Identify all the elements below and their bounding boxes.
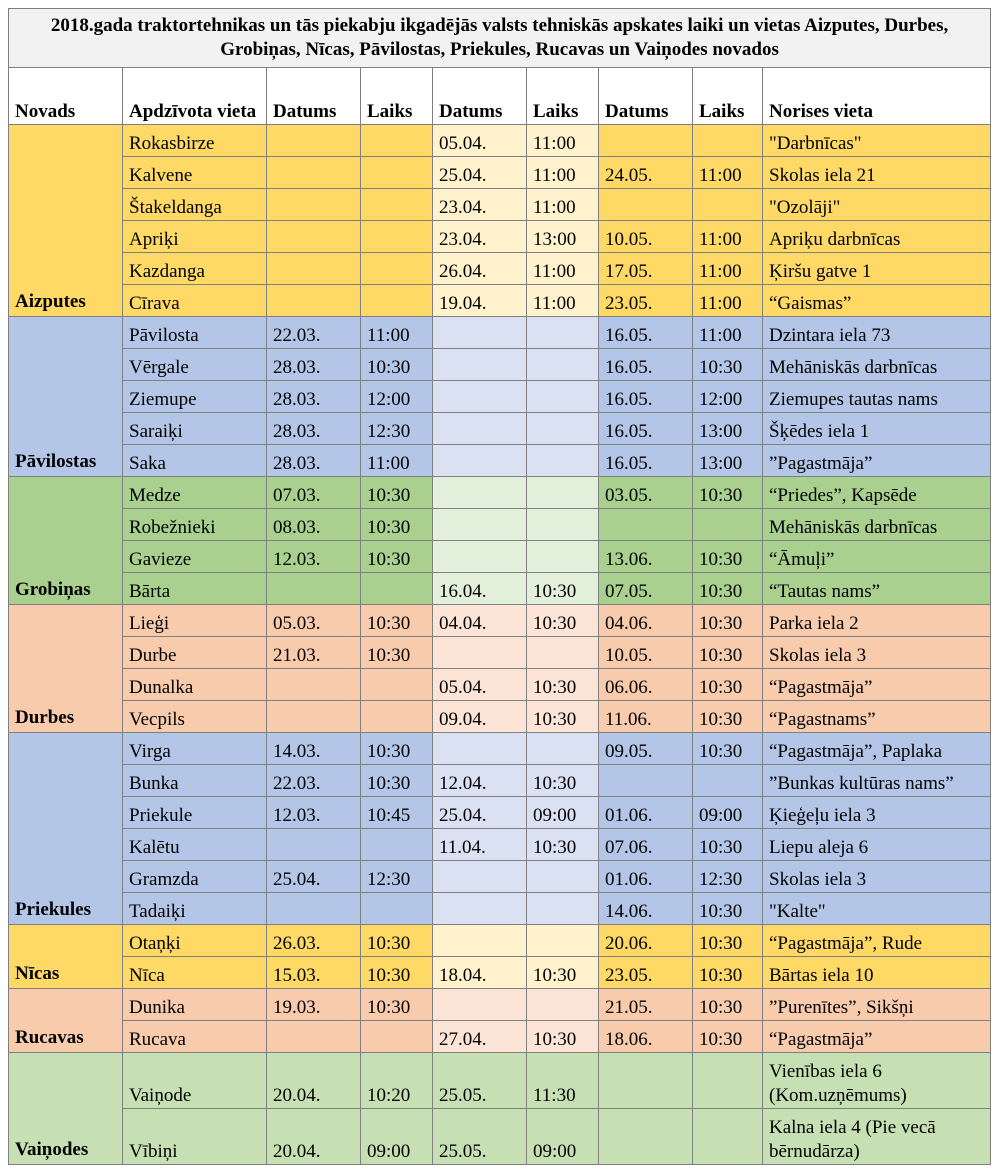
datums-2-cell — [433, 989, 527, 1021]
laiks-1-cell: 12:30 — [361, 413, 433, 445]
place-cell: Kalvene — [123, 157, 267, 189]
datums-2-cell: 25.05. — [433, 1109, 527, 1165]
datums-1-cell: 22.03. — [267, 765, 361, 797]
norises-vieta-cell: "Darbnīcas" — [763, 125, 991, 157]
place-cell: Vībiņi — [123, 1109, 267, 1165]
norises-vieta-cell: Šķēdes iela 1 — [763, 413, 991, 445]
header-row — [9, 68, 991, 125]
datums-1-cell — [267, 829, 361, 861]
laiks-1-cell — [361, 701, 433, 733]
laiks-2-cell: 10:30 — [527, 701, 599, 733]
datums-2-cell — [433, 733, 527, 765]
norises-vieta-cell: Mehāniskās darbnīcas — [763, 509, 991, 541]
laiks-3-cell: 11:00 — [693, 285, 763, 317]
norises-vieta-cell: "Ozolāji" — [763, 189, 991, 221]
datums-3-cell: 07.05. — [599, 573, 693, 605]
laiks-3-cell: 10:30 — [693, 477, 763, 509]
table-row — [9, 221, 991, 253]
datums-1-cell — [267, 157, 361, 189]
laiks-1-cell: 11:00 — [361, 445, 433, 477]
laiks-2-cell: 11:30 — [527, 1053, 599, 1109]
laiks-2-cell — [527, 893, 599, 925]
norises-vieta-cell: “Gaismas” — [763, 285, 991, 317]
datums-2-cell: 19.04. — [433, 285, 527, 317]
table-row — [9, 989, 991, 1021]
laiks-2-cell: 13:00 — [527, 221, 599, 253]
laiks-1-cell: 10:30 — [361, 509, 433, 541]
datums-2-cell — [433, 445, 527, 477]
laiks-3-cell: 11:00 — [693, 253, 763, 285]
laiks-2-cell — [527, 733, 599, 765]
norises-vieta-cell: Skolas iela 21 — [763, 157, 991, 189]
place-cell: Lieģi — [123, 605, 267, 637]
datums-2-cell: 23.04. — [433, 221, 527, 253]
place-cell: Priekule — [123, 797, 267, 829]
laiks-3-cell: 13:00 — [693, 445, 763, 477]
datums-2-cell — [433, 541, 527, 573]
place-cell: Tadaiķi — [123, 893, 267, 925]
datums-3-cell: 09.05. — [599, 733, 693, 765]
datums-2-cell: 23.04. — [433, 189, 527, 221]
norises-vieta-cell: Skolas iela 3 — [763, 861, 991, 893]
laiks-1-cell — [361, 189, 433, 221]
norises-vieta-cell: Mehāniskās darbnīcas — [763, 349, 991, 381]
laiks-3-cell: 10:30 — [693, 1021, 763, 1053]
datums-3-cell: 10.05. — [599, 637, 693, 669]
table-row — [9, 893, 991, 925]
table-row — [9, 925, 991, 957]
datums-1-cell — [267, 285, 361, 317]
datums-1-cell: 15.03. — [267, 957, 361, 989]
laiks-3-cell — [693, 1053, 763, 1109]
datums-3-cell: 01.06. — [599, 861, 693, 893]
laiks-2-cell: 10:30 — [527, 573, 599, 605]
laiks-1-cell: 10:30 — [361, 957, 433, 989]
place-cell: Vecpils — [123, 701, 267, 733]
table-row — [9, 861, 991, 893]
datums-2-cell — [433, 413, 527, 445]
laiks-2-cell — [527, 317, 599, 349]
laiks-1-cell — [361, 253, 433, 285]
norises-vieta-cell: “Pagastmāja”, Paplaka — [763, 733, 991, 765]
datums-1-cell: 08.03. — [267, 509, 361, 541]
datums-2-cell: 05.04. — [433, 669, 527, 701]
datums-2-cell: 27.04. — [433, 1021, 527, 1053]
novads-cell: Grobiņas — [9, 477, 123, 605]
laiks-3-cell: 10:30 — [693, 573, 763, 605]
table-title: 2018.gada traktortehnikas un tās piekabju ikgadējās valsts tehniskās apskates laiki un vietas Aizputes, Durbes, Grobiņas, Nīcas, Pāvilostas, Priekules, Rucavas un Vaiņodes novados — [9, 9, 991, 68]
norises-vieta-cell: Apriķu darbnīcas — [763, 221, 991, 253]
laiks-1-cell — [361, 573, 433, 605]
datums-1-cell — [267, 893, 361, 925]
header-norises-vieta: Norises vieta — [763, 68, 991, 125]
datums-3-cell: 17.05. — [599, 253, 693, 285]
laiks-1-cell — [361, 221, 433, 253]
laiks-2-cell: 10:30 — [527, 957, 599, 989]
table-row — [9, 125, 991, 157]
datums-3-cell: 06.06. — [599, 669, 693, 701]
datums-1-cell: 28.03. — [267, 413, 361, 445]
laiks-3-cell — [693, 509, 763, 541]
laiks-2-cell — [527, 989, 599, 1021]
datums-3-cell: 11.06. — [599, 701, 693, 733]
datums-3-cell: 13.06. — [599, 541, 693, 573]
table-row — [9, 701, 991, 733]
datums-2-cell: 16.04. — [433, 573, 527, 605]
datums-3-cell: 04.06. — [599, 605, 693, 637]
datums-1-cell — [267, 1021, 361, 1053]
datums-2-cell — [433, 477, 527, 509]
table-row — [9, 669, 991, 701]
datums-2-cell: 09.04. — [433, 701, 527, 733]
laiks-3-cell: 11:00 — [693, 157, 763, 189]
laiks-2-cell: 11:00 — [527, 253, 599, 285]
datums-3-cell: 16.05. — [599, 413, 693, 445]
norises-vieta-cell: “Pagastmāja” — [763, 1021, 991, 1053]
header-laiks-2: Laiks — [527, 68, 599, 125]
table-row — [9, 733, 991, 765]
datums-3-cell — [599, 765, 693, 797]
laiks-3-cell: 10:30 — [693, 637, 763, 669]
place-cell: Saraiķi — [123, 413, 267, 445]
laiks-3-cell: 10:30 — [693, 349, 763, 381]
header-laiks-3: Laiks — [693, 68, 763, 125]
datums-1-cell: 22.03. — [267, 317, 361, 349]
novads-cell: Rucavas — [9, 989, 123, 1053]
novads-cell: Nīcas — [9, 925, 123, 989]
table-row — [9, 445, 991, 477]
laiks-3-cell — [693, 1109, 763, 1165]
laiks-1-cell: 10:30 — [361, 925, 433, 957]
laiks-1-cell: 09:00 — [361, 1109, 433, 1165]
laiks-1-cell — [361, 157, 433, 189]
laiks-3-cell: 13:00 — [693, 413, 763, 445]
laiks-3-cell: 11:00 — [693, 221, 763, 253]
place-cell: Durbe — [123, 637, 267, 669]
laiks-1-cell — [361, 1021, 433, 1053]
datums-3-cell: 18.06. — [599, 1021, 693, 1053]
laiks-2-cell — [527, 509, 599, 541]
datums-1-cell: 19.03. — [267, 989, 361, 1021]
place-cell: Štakeldanga — [123, 189, 267, 221]
laiks-3-cell: 10:30 — [693, 829, 763, 861]
laiks-2-cell — [527, 349, 599, 381]
table-row — [9, 1053, 991, 1109]
laiks-2-cell — [527, 861, 599, 893]
laiks-1-cell: 10:30 — [361, 605, 433, 637]
laiks-3-cell: 12:00 — [693, 381, 763, 413]
laiks-3-cell: 10:30 — [693, 733, 763, 765]
datums-2-cell: 05.04. — [433, 125, 527, 157]
datums-1-cell — [267, 701, 361, 733]
table-row — [9, 317, 991, 349]
table-row — [9, 1021, 991, 1053]
laiks-1-cell: 10:30 — [361, 349, 433, 381]
norises-vieta-cell: Vienības iela 6 (Kom.uzņēmums) — [763, 1053, 991, 1109]
norises-vieta-cell: “Priedes”, Kapsēde — [763, 477, 991, 509]
laiks-2-cell — [527, 925, 599, 957]
laiks-2-cell — [527, 413, 599, 445]
datums-2-cell: 18.04. — [433, 957, 527, 989]
datums-3-cell — [599, 509, 693, 541]
norises-vieta-cell: “Pagastmāja” — [763, 669, 991, 701]
laiks-1-cell: 10:30 — [361, 541, 433, 573]
laiks-2-cell — [527, 477, 599, 509]
table-row — [9, 765, 991, 797]
norises-vieta-cell: “Tautas nams” — [763, 573, 991, 605]
norises-vieta-cell: Kalna iela 4 (Pie vecā bērnudārza) — [763, 1109, 991, 1165]
laiks-2-cell — [527, 637, 599, 669]
place-cell: Kazdanga — [123, 253, 267, 285]
place-cell: Bunka — [123, 765, 267, 797]
place-cell: Gramzda — [123, 861, 267, 893]
datums-2-cell: 25.04. — [433, 797, 527, 829]
datums-1-cell — [267, 189, 361, 221]
laiks-1-cell: 10:20 — [361, 1053, 433, 1109]
norises-vieta-cell: Ķieģeļu iela 3 — [763, 797, 991, 829]
table-row — [9, 381, 991, 413]
datums-1-cell — [267, 253, 361, 285]
datums-2-cell — [433, 509, 527, 541]
laiks-2-cell: 11:00 — [527, 189, 599, 221]
place-cell: Cīrava — [123, 285, 267, 317]
laiks-3-cell: 10:30 — [693, 701, 763, 733]
datums-1-cell: 28.03. — [267, 381, 361, 413]
norises-vieta-cell: Liepu aleja 6 — [763, 829, 991, 861]
place-cell: Robežnieki — [123, 509, 267, 541]
header-novads: Novads — [9, 68, 123, 125]
place-cell: Rucava — [123, 1021, 267, 1053]
laiks-1-cell: 12:00 — [361, 381, 433, 413]
datums-2-cell — [433, 861, 527, 893]
laiks-3-cell — [693, 189, 763, 221]
laiks-2-cell: 11:00 — [527, 157, 599, 189]
norises-vieta-cell: "Kalte" — [763, 893, 991, 925]
datums-1-cell: 28.03. — [267, 445, 361, 477]
table-row — [9, 829, 991, 861]
datums-1-cell: 07.03. — [267, 477, 361, 509]
novads-cell: Pāvilostas — [9, 317, 123, 477]
laiks-3-cell: 09:00 — [693, 797, 763, 829]
datums-2-cell — [433, 893, 527, 925]
datums-3-cell: 16.05. — [599, 349, 693, 381]
place-cell: Kalētu — [123, 829, 267, 861]
laiks-2-cell: 09:00 — [527, 797, 599, 829]
laiks-2-cell: 10:30 — [527, 829, 599, 861]
norises-vieta-cell: ”Purenītes”, Sikšņi — [763, 989, 991, 1021]
norises-vieta-cell: ”Bunkas kultūras nams” — [763, 765, 991, 797]
datums-3-cell — [599, 189, 693, 221]
datums-3-cell: 23.05. — [599, 957, 693, 989]
datums-3-cell: 16.05. — [599, 317, 693, 349]
norises-vieta-cell: Ķiršu gatve 1 — [763, 253, 991, 285]
laiks-3-cell: 10:30 — [693, 989, 763, 1021]
datums-2-cell: 26.04. — [433, 253, 527, 285]
datums-3-cell: 14.06. — [599, 893, 693, 925]
novads-cell: Aizputes — [9, 125, 123, 317]
datums-1-cell — [267, 221, 361, 253]
datums-1-cell — [267, 669, 361, 701]
table-row — [9, 189, 991, 221]
datums-2-cell: 25.05. — [433, 1053, 527, 1109]
norises-vieta-cell: Dzintara iela 73 — [763, 317, 991, 349]
laiks-1-cell: 10:30 — [361, 733, 433, 765]
laiks-2-cell: 11:00 — [527, 285, 599, 317]
datums-1-cell: 21.03. — [267, 637, 361, 669]
datums-2-cell — [433, 349, 527, 381]
datums-3-cell: 07.06. — [599, 829, 693, 861]
place-cell: Nīca — [123, 957, 267, 989]
place-cell: Virga — [123, 733, 267, 765]
datums-2-cell: 11.04. — [433, 829, 527, 861]
laiks-3-cell: 10:30 — [693, 925, 763, 957]
laiks-1-cell — [361, 829, 433, 861]
datums-1-cell: 12.03. — [267, 541, 361, 573]
datums-1-cell: 25.04. — [267, 861, 361, 893]
laiks-2-cell — [527, 541, 599, 573]
norises-vieta-cell: Ziemupes tautas nams — [763, 381, 991, 413]
place-cell: Pāvilosta — [123, 317, 267, 349]
laiks-1-cell: 11:00 — [361, 317, 433, 349]
laiks-1-cell — [361, 893, 433, 925]
laiks-3-cell: 10:30 — [693, 893, 763, 925]
table-row — [9, 1109, 991, 1165]
laiks-3-cell: 10:30 — [693, 541, 763, 573]
place-cell: Dunika — [123, 989, 267, 1021]
laiks-2-cell — [527, 445, 599, 477]
datums-2-cell — [433, 925, 527, 957]
table-row — [9, 573, 991, 605]
place-cell: Vērgale — [123, 349, 267, 381]
place-cell: Ziemupe — [123, 381, 267, 413]
datums-3-cell: 16.05. — [599, 445, 693, 477]
table-row — [9, 637, 991, 669]
novads-cell: Durbes — [9, 605, 123, 733]
header-datums-3: Datums — [599, 68, 693, 125]
header-laiks-1: Laiks — [361, 68, 433, 125]
table-row — [9, 285, 991, 317]
table-row — [9, 157, 991, 189]
datums-3-cell — [599, 1053, 693, 1109]
datums-2-cell: 12.04. — [433, 765, 527, 797]
place-cell: Saka — [123, 445, 267, 477]
table-row — [9, 797, 991, 829]
place-cell: Otaņķi — [123, 925, 267, 957]
table-row — [9, 413, 991, 445]
table-row — [9, 349, 991, 381]
laiks-1-cell: 12:30 — [361, 861, 433, 893]
place-cell: Vaiņode — [123, 1053, 267, 1109]
datums-1-cell: 12.03. — [267, 797, 361, 829]
datums-2-cell — [433, 381, 527, 413]
place-cell: Rokasbirze — [123, 125, 267, 157]
laiks-1-cell — [361, 285, 433, 317]
norises-vieta-cell: Bārtas iela 10 — [763, 957, 991, 989]
norises-vieta-cell: Parka iela 2 — [763, 605, 991, 637]
datums-1-cell: 20.04. — [267, 1109, 361, 1165]
table-row — [9, 477, 991, 509]
datums-1-cell: 14.03. — [267, 733, 361, 765]
datums-2-cell: 25.04. — [433, 157, 527, 189]
datums-2-cell: 04.04. — [433, 605, 527, 637]
laiks-2-cell: 11:00 — [527, 125, 599, 157]
laiks-1-cell: 10:30 — [361, 765, 433, 797]
laiks-1-cell: 10:30 — [361, 637, 433, 669]
laiks-3-cell — [693, 765, 763, 797]
laiks-2-cell: 10:30 — [527, 605, 599, 637]
novads-cell: Priekules — [9, 733, 123, 925]
datums-2-cell — [433, 637, 527, 669]
datums-3-cell: 10.05. — [599, 221, 693, 253]
datums-1-cell: 26.03. — [267, 925, 361, 957]
datums-3-cell — [599, 125, 693, 157]
norises-vieta-cell: “Pagastmāja”, Rude — [763, 925, 991, 957]
header-datums-1: Datums — [267, 68, 361, 125]
header-datums-2: Datums — [433, 68, 527, 125]
place-cell: Dunalka — [123, 669, 267, 701]
laiks-1-cell — [361, 125, 433, 157]
laiks-2-cell: 10:30 — [527, 765, 599, 797]
table-row — [9, 253, 991, 285]
norises-vieta-cell: Skolas iela 3 — [763, 637, 991, 669]
novads-cell: Vaiņodes — [9, 1053, 123, 1165]
inspection-schedule-table — [8, 8, 991, 1165]
laiks-3-cell — [693, 125, 763, 157]
datums-3-cell: 01.06. — [599, 797, 693, 829]
table-row — [9, 605, 991, 637]
place-cell: Bārta — [123, 573, 267, 605]
place-cell: Gavieze — [123, 541, 267, 573]
datums-1-cell — [267, 573, 361, 605]
laiks-2-cell: 10:30 — [527, 1021, 599, 1053]
header-apdzivota-vieta: Apdzīvota vieta — [123, 68, 267, 125]
norises-vieta-cell: “Āmuļi” — [763, 541, 991, 573]
datums-3-cell: 03.05. — [599, 477, 693, 509]
table-row — [9, 541, 991, 573]
laiks-1-cell: 10:45 — [361, 797, 433, 829]
norises-vieta-cell: ”Pagastmāja” — [763, 445, 991, 477]
laiks-1-cell: 10:30 — [361, 477, 433, 509]
laiks-1-cell — [361, 669, 433, 701]
norises-vieta-cell: “Pagastnams” — [763, 701, 991, 733]
datums-3-cell: 16.05. — [599, 381, 693, 413]
laiks-3-cell: 12:30 — [693, 861, 763, 893]
laiks-1-cell: 10:30 — [361, 989, 433, 1021]
laiks-2-cell — [527, 381, 599, 413]
laiks-2-cell: 10:30 — [527, 669, 599, 701]
datums-3-cell — [599, 1109, 693, 1165]
datums-1-cell — [267, 125, 361, 157]
laiks-3-cell: 10:30 — [693, 669, 763, 701]
datums-1-cell: 05.03. — [267, 605, 361, 637]
datums-2-cell — [433, 317, 527, 349]
laiks-2-cell: 09:00 — [527, 1109, 599, 1165]
datums-3-cell: 20.06. — [599, 925, 693, 957]
datums-1-cell: 20.04. — [267, 1053, 361, 1109]
table-row — [9, 509, 991, 541]
laiks-3-cell: 10:30 — [693, 957, 763, 989]
table-row — [9, 957, 991, 989]
place-cell: Apriķi — [123, 221, 267, 253]
datums-3-cell: 23.05. — [599, 285, 693, 317]
datums-3-cell: 24.05. — [599, 157, 693, 189]
laiks-3-cell: 11:00 — [693, 317, 763, 349]
datums-3-cell: 21.05. — [599, 989, 693, 1021]
place-cell: Medze — [123, 477, 267, 509]
laiks-3-cell: 10:30 — [693, 605, 763, 637]
datums-1-cell: 28.03. — [267, 349, 361, 381]
